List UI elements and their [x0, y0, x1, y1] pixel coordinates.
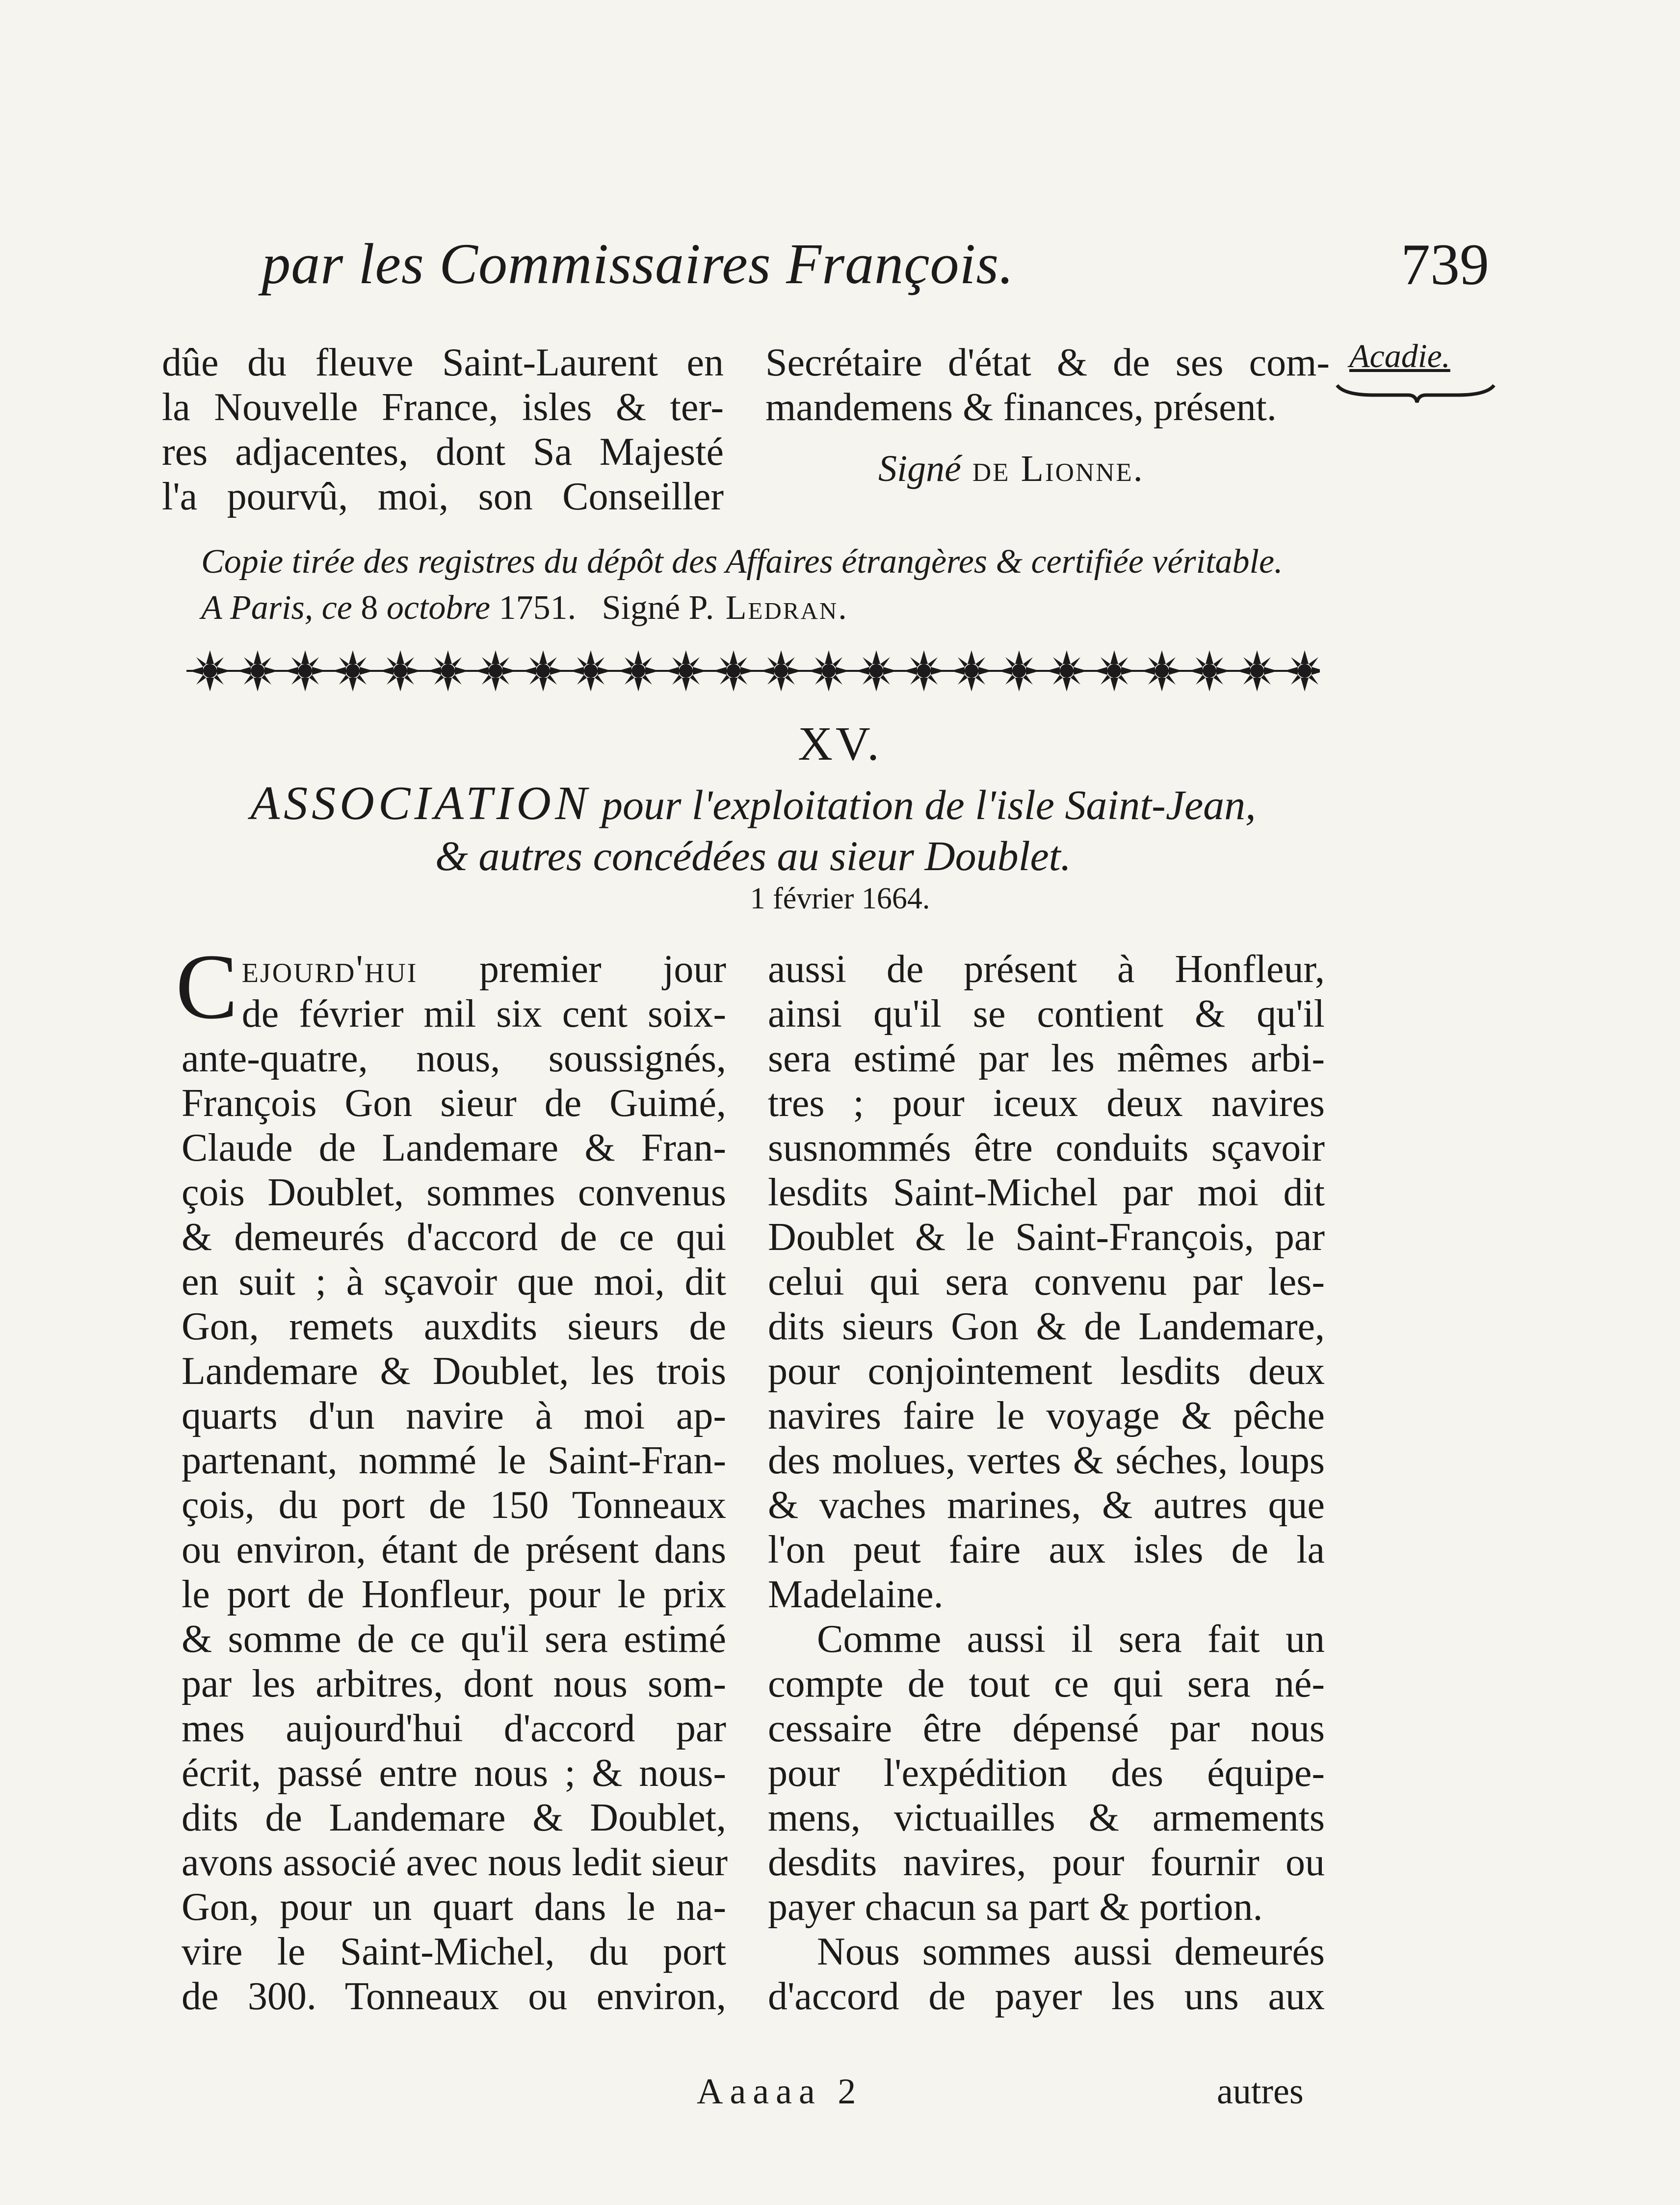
ornament-flower [285, 650, 326, 691]
certification-day: 8 [361, 589, 378, 627]
text-line: pour conjointement lesdits deux [768, 1350, 1325, 1393]
text-line: payer chacun sa part & portion. [768, 1886, 1263, 1929]
ornament-flower [1284, 650, 1320, 691]
text-line: Secrétaire d'état & de ses com- [765, 341, 1330, 384]
text-line: Gon, remets auxdits sieurs de [182, 1305, 726, 1348]
text-line: partenant, nommé le Saint-Fran- [182, 1439, 726, 1482]
certification [201, 539, 1315, 631]
paragraph [768, 1617, 1325, 1930]
continuation-right-column [765, 341, 1330, 430]
text-line: Landemare & Doublet, les trois [182, 1350, 726, 1393]
catchword: autres [1217, 2072, 1304, 2112]
section-title-rest: pour l'exploitation de l'isle Saint-Jean, [601, 781, 1256, 828]
text-line: compte de tout ce qui sera né- [768, 1662, 1325, 1705]
ornament-flower [237, 650, 278, 691]
text-line: avons associé avec nous ledit sieur [182, 1841, 728, 1884]
text-line: écrit, passé entre nous ; & nous- [182, 1752, 726, 1795]
drop-cap: C [176, 935, 238, 1038]
text-line: res adjacentes, dont Sa Majesté [162, 430, 724, 474]
text-line: ante-quatre, nous, soussignés, [182, 1037, 726, 1080]
certification-ce: ce [321, 589, 352, 627]
ornament-flower [570, 650, 611, 691]
text-line: la Nouvelle France, isles & ter- [162, 386, 724, 429]
text-line: de février mil six cent soix- [241, 992, 726, 1036]
text-line: le port de Honfleur, pour le prix [182, 1573, 726, 1616]
text-line: susnommés être conduits sçavoir [768, 1126, 1325, 1169]
text-line: dits de Landemare & Doublet, [182, 1796, 726, 1839]
text-line: & vaches marines, & autres que [768, 1484, 1325, 1527]
text-line: Madelaine. [768, 1573, 944, 1616]
text-line: desdits navires, pour fournir ou [768, 1841, 1325, 1884]
text-line [182, 947, 726, 992]
text-line: cessaire être dépensé par nous [768, 1707, 1325, 1750]
body-right-column [768, 947, 1325, 2019]
certification-month: octobre [386, 589, 491, 627]
text-line: par les arbitres, dont nous som- [182, 1662, 726, 1705]
text-line: l'on peut faire aux isles de la [768, 1528, 1325, 1571]
text-line: dûe du fleuve Saint-Laurent en [162, 341, 724, 384]
text-line: Nous sommes aussi demeurés [817, 1930, 1325, 1973]
page-number: 739 [1401, 232, 1489, 297]
paragraph [768, 947, 1325, 1617]
text-line: celui qui sera convenu par les- [768, 1260, 1325, 1303]
text-line: ainsi qu'il se contient & qu'il [768, 992, 1325, 1036]
text-line: d'accord de payer les uns aux [768, 1975, 1325, 2018]
text-line: Comme aussi il sera fait un [817, 1618, 1325, 1661]
continuation-left-column [162, 341, 724, 519]
section-date: 1 février 1664. [750, 882, 930, 915]
ornament-flower [189, 650, 231, 691]
body-left-column [176, 935, 728, 2019]
section-title-line2: & autres concédées au sieur Doublet. [435, 832, 1072, 879]
ornament-flower [1236, 650, 1278, 691]
ornament-flower [856, 650, 897, 691]
running-head: par les Commissaires François. [262, 232, 1014, 296]
text-line: de 300. Tonneaux ou environ, [182, 1975, 726, 2018]
ornament-flower [1189, 650, 1230, 691]
signatory-name: de Lionne. [972, 448, 1144, 489]
text-line: mens, victuailles & armements [768, 1796, 1325, 1839]
ornament-flower [427, 650, 469, 691]
text-line: lesdits Saint-Michel par moi dit [768, 1171, 1325, 1214]
section-title-lead: ASSOCIATION [250, 777, 591, 830]
text-line: aussi de présent à Honfleur, [768, 948, 1325, 991]
text-line: des molues, vertes & séches, loups [768, 1439, 1325, 1482]
signe-label: Signé [878, 448, 961, 489]
text-line: navires faire le voyage & pêche [768, 1394, 1325, 1437]
text-line: çois Doublet, sommes convenus [182, 1171, 726, 1214]
certification-place: A Paris, [201, 589, 314, 627]
text-line: & somme de ce qu'il sera estimé [182, 1618, 726, 1661]
text-line: Doublet & le Saint-François, par [768, 1216, 1325, 1259]
ornament-flower [665, 650, 707, 691]
ornament-flower [1141, 650, 1182, 691]
ornament-flower [1094, 650, 1135, 691]
ornament-flower [1046, 650, 1087, 691]
ornament-flower [523, 650, 564, 691]
text-line: quarts d'un navire à moi ap- [182, 1394, 726, 1437]
ornament-flower [713, 650, 754, 691]
section-number: XV. [798, 717, 882, 770]
text-line: Claude de Landemare & Fran- [182, 1126, 726, 1169]
ornament-flower [761, 650, 802, 691]
ornament-flower [380, 650, 421, 691]
signature-lionne [878, 448, 1144, 490]
certification-line: Copie tirée des registres du dépôt des Affaires étrangères & certifiée véritable. [201, 543, 1283, 581]
text-line: ou environ, étant de présent dans [182, 1528, 726, 1571]
text-line: mes aujourd'hui d'accord par [182, 1707, 726, 1750]
certification-date-line [201, 585, 1315, 631]
text-line: vire le Saint-Michel, du port [182, 1930, 726, 1973]
ornament-flower [951, 650, 992, 691]
ornament-flower [903, 650, 945, 691]
section-title [177, 778, 1330, 881]
ornament-flower [618, 650, 659, 691]
signature-mark: Aaaaa 2 [697, 2072, 863, 2112]
text-line: sera estimé par les mêmes arbi- [768, 1037, 1325, 1080]
ornament-flower [332, 650, 373, 691]
text-line: en suit ; à sçavoir que moi, dit [182, 1260, 726, 1303]
text-line: François Gon sieur de Guimé, [182, 1082, 726, 1125]
ornament-flower [475, 650, 516, 691]
ornament-flower [808, 650, 849, 691]
certification-name: P. Ledran. [688, 589, 848, 627]
text-line: tres ; pour iceux deux navires [768, 1082, 1325, 1125]
opening-rest: premier jour [479, 948, 726, 991]
ornament-flower [998, 650, 1040, 691]
text-line: pour l'expédition des équipe- [768, 1752, 1325, 1795]
ornament-band [186, 644, 1320, 698]
text-line: l'a pourvû, moi, son Conseiller [162, 475, 724, 518]
brace-ornament [1335, 380, 1496, 405]
certification-year: 1751. [499, 589, 577, 627]
margin-note: Acadie. [1349, 337, 1450, 374]
text-line: Gon, pour un quart dans le na- [182, 1886, 726, 1929]
paragraph [768, 1930, 1325, 2019]
text-line: dits sieurs Gon & de Landemare, [768, 1305, 1325, 1348]
opening-word: ejourd'hui [241, 948, 418, 991]
text-line: mandemens & finances, présent. [765, 386, 1277, 429]
certification-signe: Signé [602, 589, 681, 627]
text-line: çois, du port de 150 Tonneaux [182, 1484, 726, 1527]
text-line: & demeurés d'accord de ce qui [182, 1216, 726, 1259]
